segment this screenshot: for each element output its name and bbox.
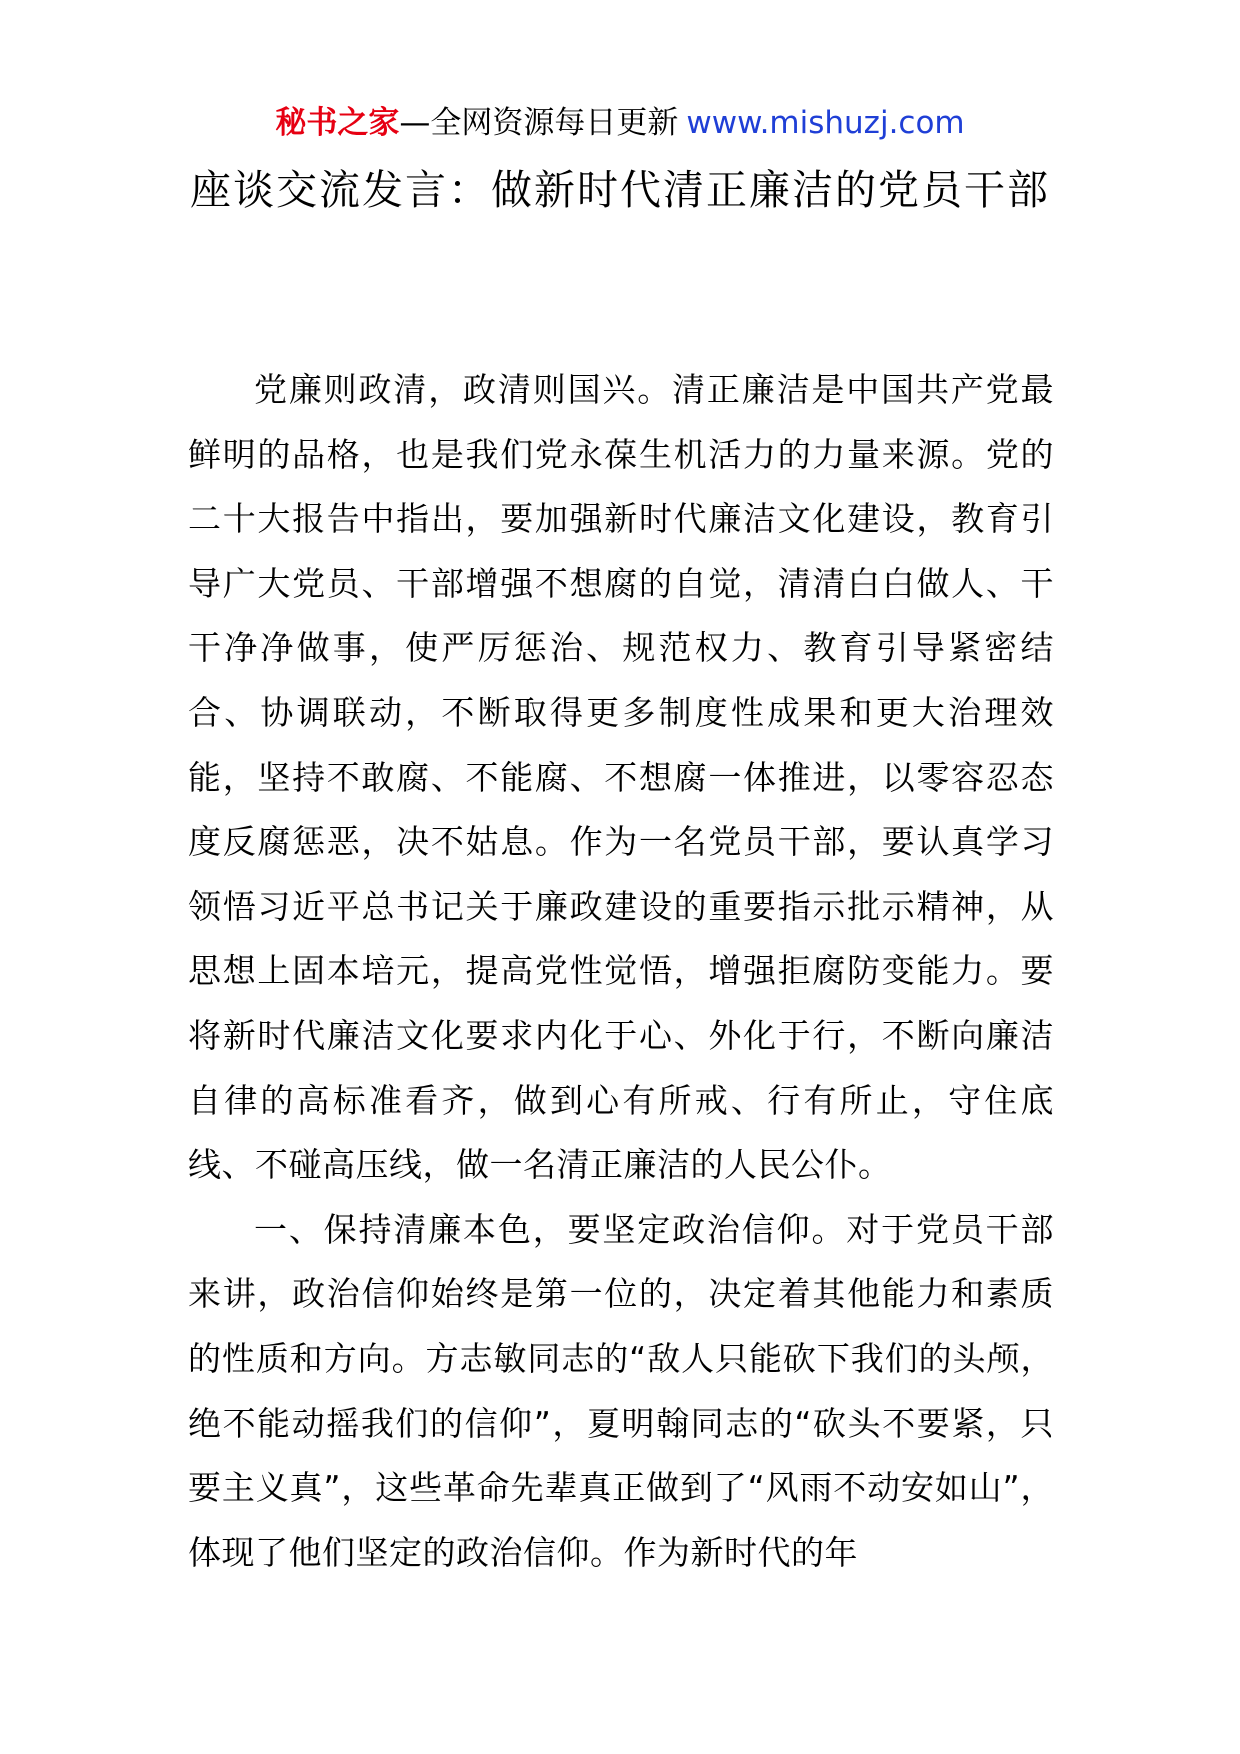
site-brand: 秘书之家	[275, 105, 400, 141]
paragraph-intro	[188, 358, 1054, 1198]
section-1-heading: 一、保持清廉本色，要坚定政治信仰。	[254, 1209, 847, 1249]
paragraph-intro-text: 党廉则政清，政清则国兴。清正廉洁是中国共产党最鲜明的品格，也是我们党永葆生机活力的力量来源。党的二十大报告中指出，要加强新时代廉洁文化建设，教育引导广大党员、干部增强不想腐的自觉，清清白白做人、干干净净做事，使严厉惩治、规范权力、教育引导紧密结合、协调联动，不断取得更多制度性成果和更大治理效能，坚持不敢腐、不能腐、不想腐一体推进，以零容忍态度反腐惩恶，决不姑息。作为一名党员干部，要认真学习领悟习近平总书记关于廉政建设的重要指示批示精神，从思想上固本培元，提高党性觉悟，增强拒腐防变能力。要将新时代廉洁文化要求内化于心、外化于行，不断向廉洁自律的高标准看齐，做到心有所戒、行有所止，守住底线、不碰高压线，做一名清正廉洁的人民公仆。	[188, 370, 1054, 1185]
site-url-link[interactable]: www.mishuzj.com	[686, 105, 965, 141]
document-body	[188, 358, 1054, 1585]
document-title: 座谈交流发言：做新时代清正廉洁的党员干部	[190, 166, 1050, 214]
paragraph-section-1	[188, 1198, 1054, 1586]
section-1-text: 对于党员干部来讲，政治信仰始终是第一位的，决定着其他能力和素质的性质和方向。方志敏同志的“敌人只能砍下我们的头颅，绝不能动摇我们的信仰”，夏明翰同志的“砍头不要紧，只要主义真”，这些革命先辈真正做到了“风雨不动安如山”，体现了他们坚定的政治信仰。作为新时代的年	[188, 1209, 1055, 1572]
site-tagline: —全网资源每日更新	[399, 105, 679, 141]
site-header	[0, 101, 1240, 145]
